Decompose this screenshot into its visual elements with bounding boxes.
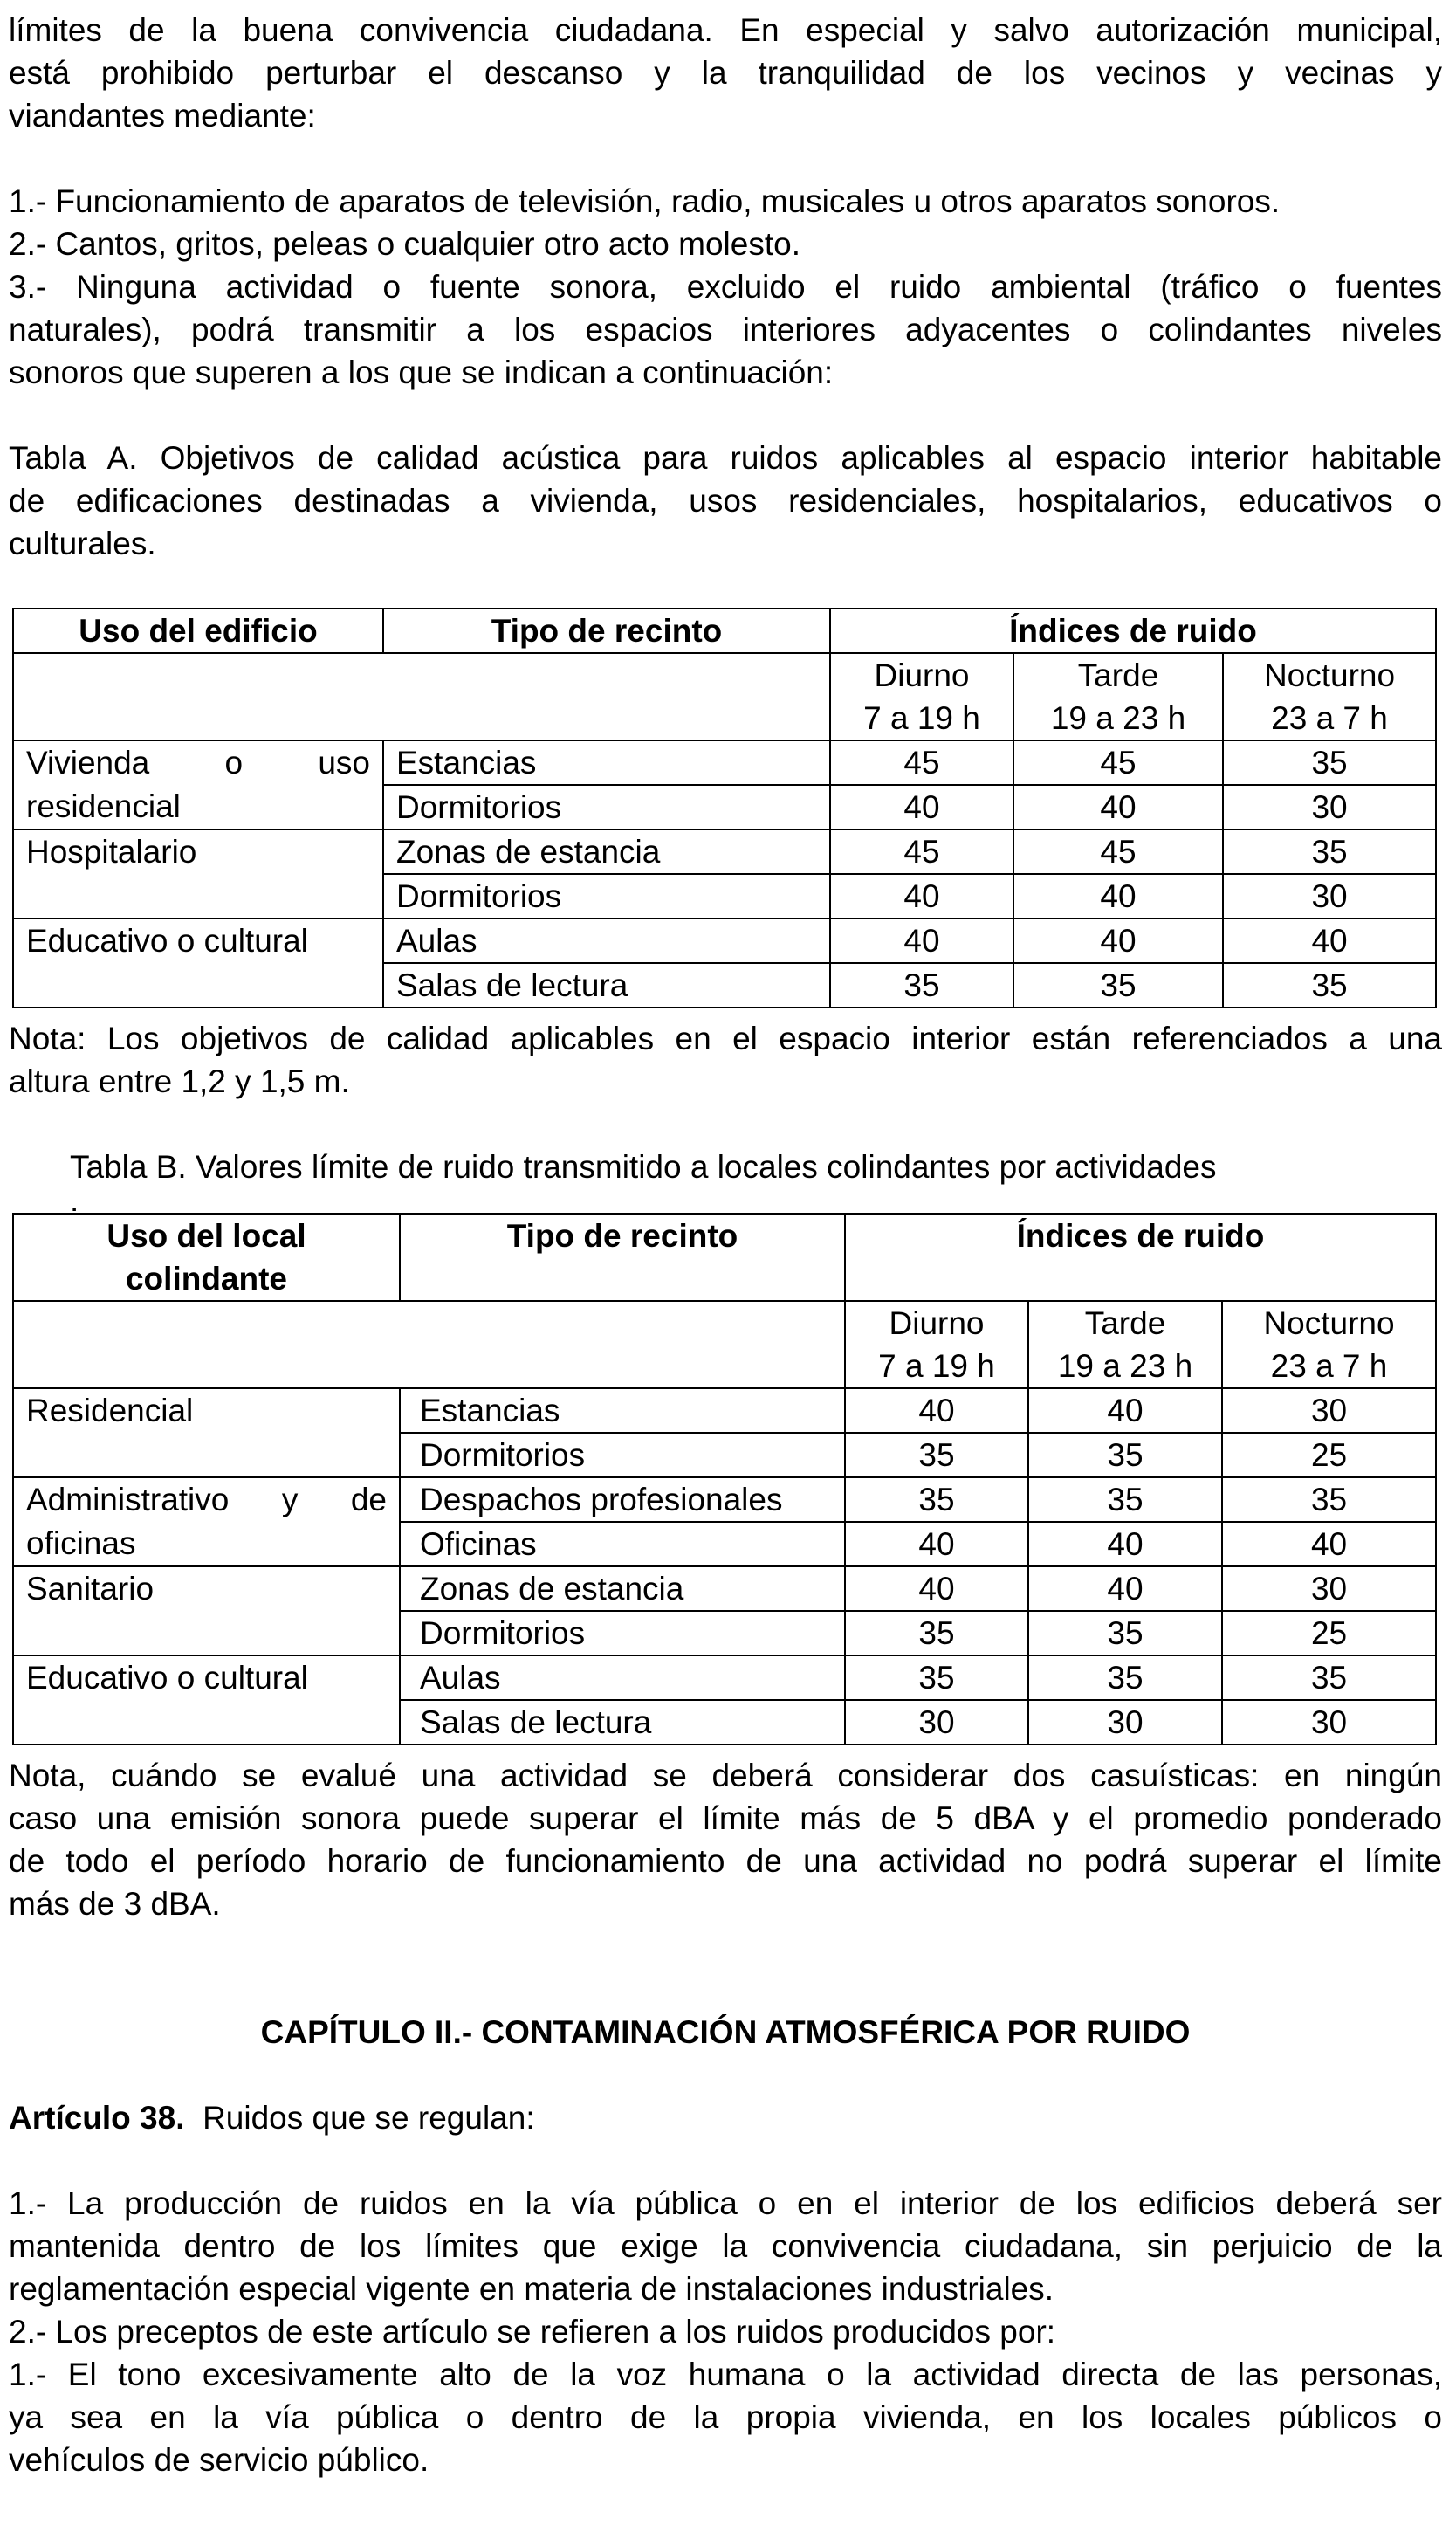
uso-cell: Vivienda o uso <box>13 740 383 785</box>
value-cell: 40 <box>845 1522 1028 1566</box>
text-line: más de 3 dBA. <box>9 1886 221 1922</box>
table-row <box>13 1388 1436 1433</box>
uso-cell: Sanitario <box>13 1566 400 1611</box>
tipo-cell: Dormitorios <box>383 785 830 829</box>
chapter-title: CAPÍTULO II.- CONTAMINACIÓN ATMOSFÉRICA POR RUIDO <box>260 2014 1191 2050</box>
value-cell: 40 <box>1028 1566 1222 1611</box>
table-b-caption: Tabla B. Valores límite de ruido transmitido a locales colindantes por actividades <box>70 1149 1217 1185</box>
text-line: 3.- Ninguna actividad o fuente sonora, excluido el ruido ambiental (tráfico o fuentes <box>9 269 1442 305</box>
table-row <box>13 1477 1436 1522</box>
value-cell: 40 <box>830 874 1013 919</box>
text-line: culturales. <box>9 526 156 561</box>
uso-cell <box>13 1433 400 1477</box>
uso-cell: oficinas <box>13 1522 400 1566</box>
value-cell: 45 <box>1013 740 1223 785</box>
value-cell: 35 <box>1028 1433 1222 1477</box>
value-cell: 35 <box>1028 1611 1222 1655</box>
text-line: caso una emisión sonora puede superar el límite más de 5 dBA y el promedio ponderado <box>9 1800 1442 1836</box>
table-row <box>13 1655 1436 1700</box>
uso-cell <box>13 874 383 919</box>
value-cell: 35 <box>845 1611 1028 1655</box>
tipo-cell: Zonas de estancia <box>400 1566 845 1611</box>
value-cell: 35 <box>1223 829 1436 874</box>
value-cell: 30 <box>1223 874 1436 919</box>
tipo-cell: Despachos profesionales <box>400 1477 845 1522</box>
table-b <box>12 1213 1437 1745</box>
value-cell: 30 <box>1028 1700 1222 1744</box>
header-blank <box>13 1301 845 1388</box>
tipo-cell: Salas de lectura <box>400 1700 845 1744</box>
value-cell: 35 <box>1223 963 1436 1008</box>
text-line: naturales), podrá transmitir a los espacios interiores adyacentes o colindantes niveles <box>9 312 1442 347</box>
text-line: Nota, cuándo se evalué una actividad se deberá considerar dos casuísticas: en ningún <box>9 1758 1442 1793</box>
period-diurno: Diurno 7 a 19 h <box>845 1301 1028 1388</box>
value-cell: 40 <box>830 785 1013 829</box>
text-line: altura entre 1,2 y 1,5 m. <box>9 1063 350 1099</box>
value-cell: 40 <box>1028 1522 1222 1566</box>
uso-cell: Educativo o cultural <box>13 1655 400 1700</box>
value-cell: 40 <box>845 1566 1028 1611</box>
table-row <box>13 740 1436 785</box>
tipo-cell: Aulas <box>383 919 830 963</box>
uso-cell: residencial <box>13 785 383 829</box>
text-line: está prohibido perturbar el descanso y la tranquilidad de los vecinos y vecinas y <box>9 55 1442 91</box>
table-row <box>13 1566 1436 1611</box>
value-cell: 30 <box>845 1700 1028 1744</box>
text-line: mantenida dentro de los límites que exige la convivencia ciudadana, sin perjuicio de la <box>9 2228 1442 2264</box>
table-b-note <box>9 1754 1442 1925</box>
uso-cell <box>13 963 383 1008</box>
value-cell: 40 <box>1013 785 1223 829</box>
uso-cell <box>13 1700 400 1744</box>
value-cell: 40 <box>1223 919 1436 963</box>
tipo-cell: Salas de lectura <box>383 963 830 1008</box>
value-cell: 35 <box>1223 740 1436 785</box>
tipo-cell: Estancias <box>400 1388 845 1433</box>
value-cell: 40 <box>1013 919 1223 963</box>
uso-cell: Educativo o cultural <box>13 919 383 963</box>
header-uso: Uso del local colindante <box>13 1214 400 1301</box>
table-a-note <box>9 1017 1442 1103</box>
tipo-cell: Zonas de estancia <box>383 829 830 874</box>
table-row <box>13 919 1436 963</box>
value-cell: 40 <box>1028 1388 1222 1433</box>
value-cell: 25 <box>1222 1611 1436 1655</box>
header-indices: Índices de ruido <box>830 609 1436 653</box>
table-a <box>12 608 1437 1008</box>
uso-cell: Administrativo y de <box>13 1477 400 1522</box>
value-cell: 40 <box>1013 874 1223 919</box>
uso-cell <box>13 1611 400 1655</box>
table-row <box>13 785 1436 829</box>
table-row <box>13 1522 1436 1566</box>
article-heading <box>9 2096 1442 2139</box>
article-paragraph-2: 2.- Los preceptos de este artículo se refieren a los ruidos producidos por: <box>9 2314 1056 2350</box>
period-nocturno: Nocturno 23 a 7 h <box>1222 1301 1436 1388</box>
article-title: Ruidos que se regulan: <box>203 2100 535 2136</box>
table-row <box>13 1700 1436 1744</box>
text-line: viandantes mediante: <box>9 98 316 134</box>
period-diurno: Diurno 7 a 19 h <box>830 653 1013 740</box>
table-b-caption-dot: . <box>70 1182 79 1218</box>
period-tarde: Tarde 19 a 23 h <box>1013 653 1223 740</box>
table-a-caption <box>9 437 1442 565</box>
text-line: de edificaciones destinadas a vivienda, usos residenciales, hospitalarios, educativos o <box>9 483 1442 519</box>
value-cell: 40 <box>1222 1522 1436 1566</box>
value-cell: 25 <box>1222 1433 1436 1477</box>
value-cell: 30 <box>1222 1566 1436 1611</box>
value-cell: 30 <box>1222 1700 1436 1744</box>
text-line: Tabla A. Objetivos de calidad acústica para ruidos aplicables al espacio interior habitable <box>9 440 1442 476</box>
value-cell: 35 <box>845 1477 1028 1522</box>
article-paragraph-3 <box>9 2353 1442 2481</box>
value-cell: 35 <box>845 1655 1028 1700</box>
tipo-cell: Dormitorios <box>400 1611 845 1655</box>
header-uso: Uso del edificio <box>13 609 383 653</box>
table-row <box>13 829 1436 874</box>
article-label: Artículo 38. <box>9 2100 185 2136</box>
value-cell: 35 <box>1028 1655 1222 1700</box>
text-line: de todo el período horario de funcionamiento de una actividad no podrá superar el límite <box>9 1843 1442 1879</box>
uso-cell: Hospitalario <box>13 829 383 874</box>
value-cell: 35 <box>1013 963 1223 1008</box>
value-cell: 30 <box>1223 785 1436 829</box>
article-paragraph-1 <box>9 2182 1442 2310</box>
value-cell: 45 <box>830 829 1013 874</box>
value-cell: 35 <box>1222 1477 1436 1522</box>
tipo-cell: Oficinas <box>400 1522 845 1566</box>
list-item-1: 1.- Funcionamiento de aparatos de televisión, radio, musicales u otros aparatos sonoros. <box>9 183 1281 219</box>
value-cell: 40 <box>845 1388 1028 1433</box>
tipo-cell: Dormitorios <box>383 874 830 919</box>
header-tipo: Tipo de recinto <box>383 609 830 653</box>
value-cell: 35 <box>830 963 1013 1008</box>
document-page <box>9 0 1442 2481</box>
tipo-cell: Dormitorios <box>400 1433 845 1477</box>
header-indices: Índices de ruido <box>845 1214 1436 1301</box>
text-line: vehículos de servicio público. <box>9 2442 429 2478</box>
header-blank <box>13 653 830 740</box>
list-item-3 <box>9 265 1442 394</box>
text-line: límites de la buena convivencia ciudadana. En especial y salvo autorización municipal, <box>9 12 1442 48</box>
table-row <box>13 1433 1436 1477</box>
text-line: reglamentación especial vigente en materia de instalaciones industriales. <box>9 2271 1054 2307</box>
period-tarde: Tarde 19 a 23 h <box>1028 1301 1222 1388</box>
period-nocturno: Nocturno 23 a 7 h <box>1223 653 1436 740</box>
value-cell: 35 <box>1222 1655 1436 1700</box>
uso-cell: Residencial <box>13 1388 400 1433</box>
table-row <box>13 874 1436 919</box>
text-line: Nota: Los objetivos de calidad aplicables en el espacio interior están referenciados a una <box>9 1021 1442 1056</box>
intro-paragraph <box>9 9 1442 137</box>
table-row <box>13 1611 1436 1655</box>
text-line: 1.- El tono excesivamente alto de la voz humana o la actividad directa de las personas, <box>9 2357 1442 2392</box>
value-cell: 45 <box>1013 829 1223 874</box>
value-cell: 35 <box>1028 1477 1222 1522</box>
value-cell: 30 <box>1222 1388 1436 1433</box>
text-line: ya sea en la vía pública o dentro de la propia vivienda, en los locales públicos o <box>9 2399 1442 2435</box>
table-row <box>13 963 1436 1008</box>
list-item-2: 2.- Cantos, gritos, peleas o cualquier otro acto molesto. <box>9 226 800 262</box>
text-line: sonoros que superen a los que se indican a continuación: <box>9 354 834 390</box>
text-line: 1.- La producción de ruidos en la vía pública o en el interior de los edificios deberá ser <box>9 2185 1442 2221</box>
value-cell: 40 <box>830 919 1013 963</box>
value-cell: 45 <box>830 740 1013 785</box>
tipo-cell: Aulas <box>400 1655 845 1700</box>
tipo-cell: Estancias <box>383 740 830 785</box>
value-cell: 35 <box>845 1433 1028 1477</box>
header-tipo: Tipo de recinto <box>400 1214 845 1301</box>
